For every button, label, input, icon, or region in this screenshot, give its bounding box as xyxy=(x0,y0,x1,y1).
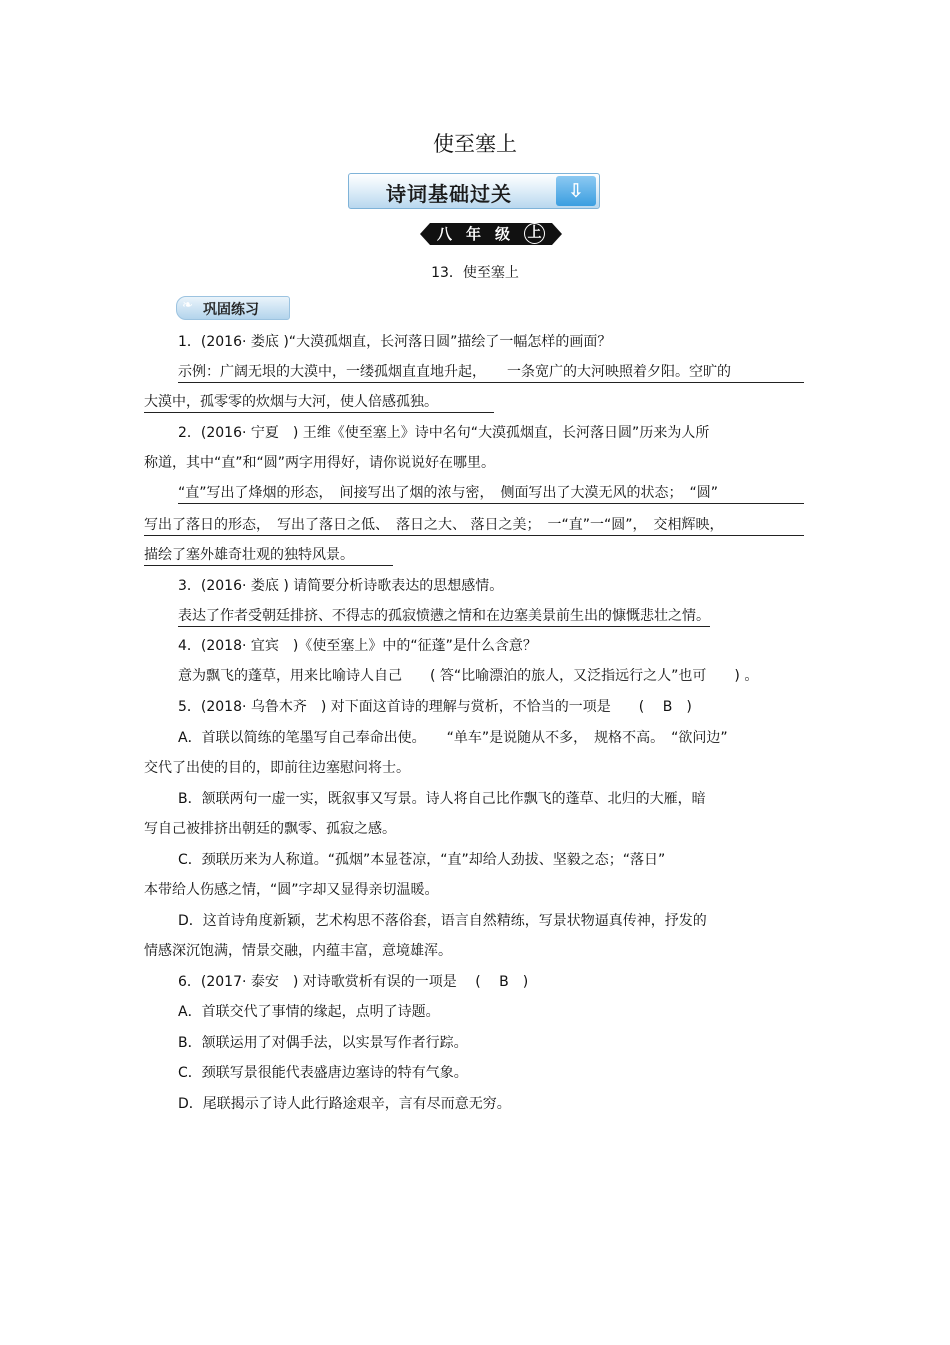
section-tag-label: 巩固练习 xyxy=(203,302,259,318)
question-6: 6．(2017· 泰安 ) 对诗歌赏析有误的一项是 ( B ) xyxy=(178,974,529,990)
option-6d: D．尾联揭示了诗人此行路途艰辛，言有尽而意无穷。 xyxy=(178,1096,511,1112)
answer-1-line-2: 大漠中，孤零零的炊烟与大河，使人倍感孤独。 xyxy=(144,392,494,413)
answer-3: 表达了作者受朝廷排挤、不得志的孤寂愤懑之情和在边塞美景前生出的慷慨悲壮之情。 xyxy=(178,606,710,627)
grade-char: 八 xyxy=(436,225,452,243)
grade-char-circled: 上 xyxy=(524,223,545,244)
question-4: 4．(2018· 宜宾 )《使至塞上》中的“征蓬”是什么含意？ xyxy=(178,638,537,654)
answer-2-line-2: 写出了落日的形态， 写出了落日之低、 落日之大、 落日之美； 一“直”一“圆”， 交相辉映， xyxy=(144,515,804,536)
option-6c: C．颈联写景很能代表盛唐边塞诗的特有气象。 xyxy=(178,1065,468,1081)
answer-1-line-1: 示例：广阔无垠的大漠中，一缕孤烟直直地升起， 一条宽广的大河映照着夕阳。空旷的 xyxy=(178,362,804,383)
option-5b-line-1: B．颔联两句一虚一实，既叙事又写景。诗人将自己比作飘飞的蓬草、北归的大雁，暗 xyxy=(178,791,706,807)
grade-char: 年 xyxy=(465,225,481,243)
option-5a-line-1: A．首联以简练的笔墨写自己奉命出使。 “单车”是说随从不多， 规格不高。 “欲问边” xyxy=(178,730,728,746)
grade-char: 级 xyxy=(494,225,510,243)
tag-decoration-icon: ❧ xyxy=(182,298,193,313)
question-3: 3．(2016· 娄底 ) 请简要分析诗歌表达的思想感情。 xyxy=(178,578,504,594)
option-6b: B．颔联运用了对偶手法，以实景写作者行踪。 xyxy=(178,1035,468,1051)
question-5: 5．(2018· 乌鲁木齐 ) 对下面这首诗的理解与赏析，不恰当的一项是 ( B ) xyxy=(178,699,692,715)
answer-2-line-3: 描绘了塞外雄奇壮观的独特风景。 xyxy=(144,545,393,566)
option-5c-line-1: C．颈联历来为人称道。“孤烟”本显苍凉，“直”却给人劲拔、坚毅之态；“落日” xyxy=(178,852,666,868)
page-title: 使至塞上 xyxy=(433,132,517,156)
option-5d-line-2: 情感深沉饱满，情景交融，内蕴丰富，意境雄浑。 xyxy=(144,943,452,959)
section-tag xyxy=(176,296,290,320)
answer-2-line-1: “直”写出了烽烟的形态， 间接写出了烟的浓与密， 侧面写出了大漠无风的状态； “圆” xyxy=(178,483,804,504)
option-5a-line-2: 交代了出使的目的，即前往边塞慰问将士。 xyxy=(144,760,410,776)
answer-4: 意为飘飞的蓬草，用来比喻诗人自己 ( 答“比喻漂泊的旅人，又泛指远行之人”也可 ) 。 xyxy=(178,668,759,684)
option-5b-line-2: 写自己被排挤出朝廷的飘零、孤寂之感。 xyxy=(144,821,396,837)
grade-badge xyxy=(420,220,562,248)
option-5c-line-2: 本带给人伤感之情，“圆”字却又显得亲切温暖。 xyxy=(144,882,439,898)
question-2-line-1: 2．(2016· 宁夏 ) 王维《使至塞上》诗中名句“大漠孤烟直，长河落日圆”历来为人所 xyxy=(178,425,710,441)
option-5d-line-1: D．这首诗角度新颖，艺术构思不落俗套，语言自然精练，写景状物逼真传神，抒发的 xyxy=(178,913,707,929)
option-6a: A．首联交代了事情的缘起，点明了诗题。 xyxy=(178,1004,440,1020)
lesson-heading: 13．使至塞上 xyxy=(431,265,519,281)
banner-label: 诗词基础过关 xyxy=(386,182,512,206)
section-banner xyxy=(348,173,600,209)
question-2-line-2: 称道，其中“直”和“圆”两字用得好，请你说说好在哪里。 xyxy=(144,455,496,471)
down-arrow-icon: ⇩ xyxy=(556,176,596,206)
question-1: 1．(2016· 娄底 )“大漠孤烟直，长河落日圆”描绘了一幅怎样的画面？ xyxy=(178,334,612,350)
